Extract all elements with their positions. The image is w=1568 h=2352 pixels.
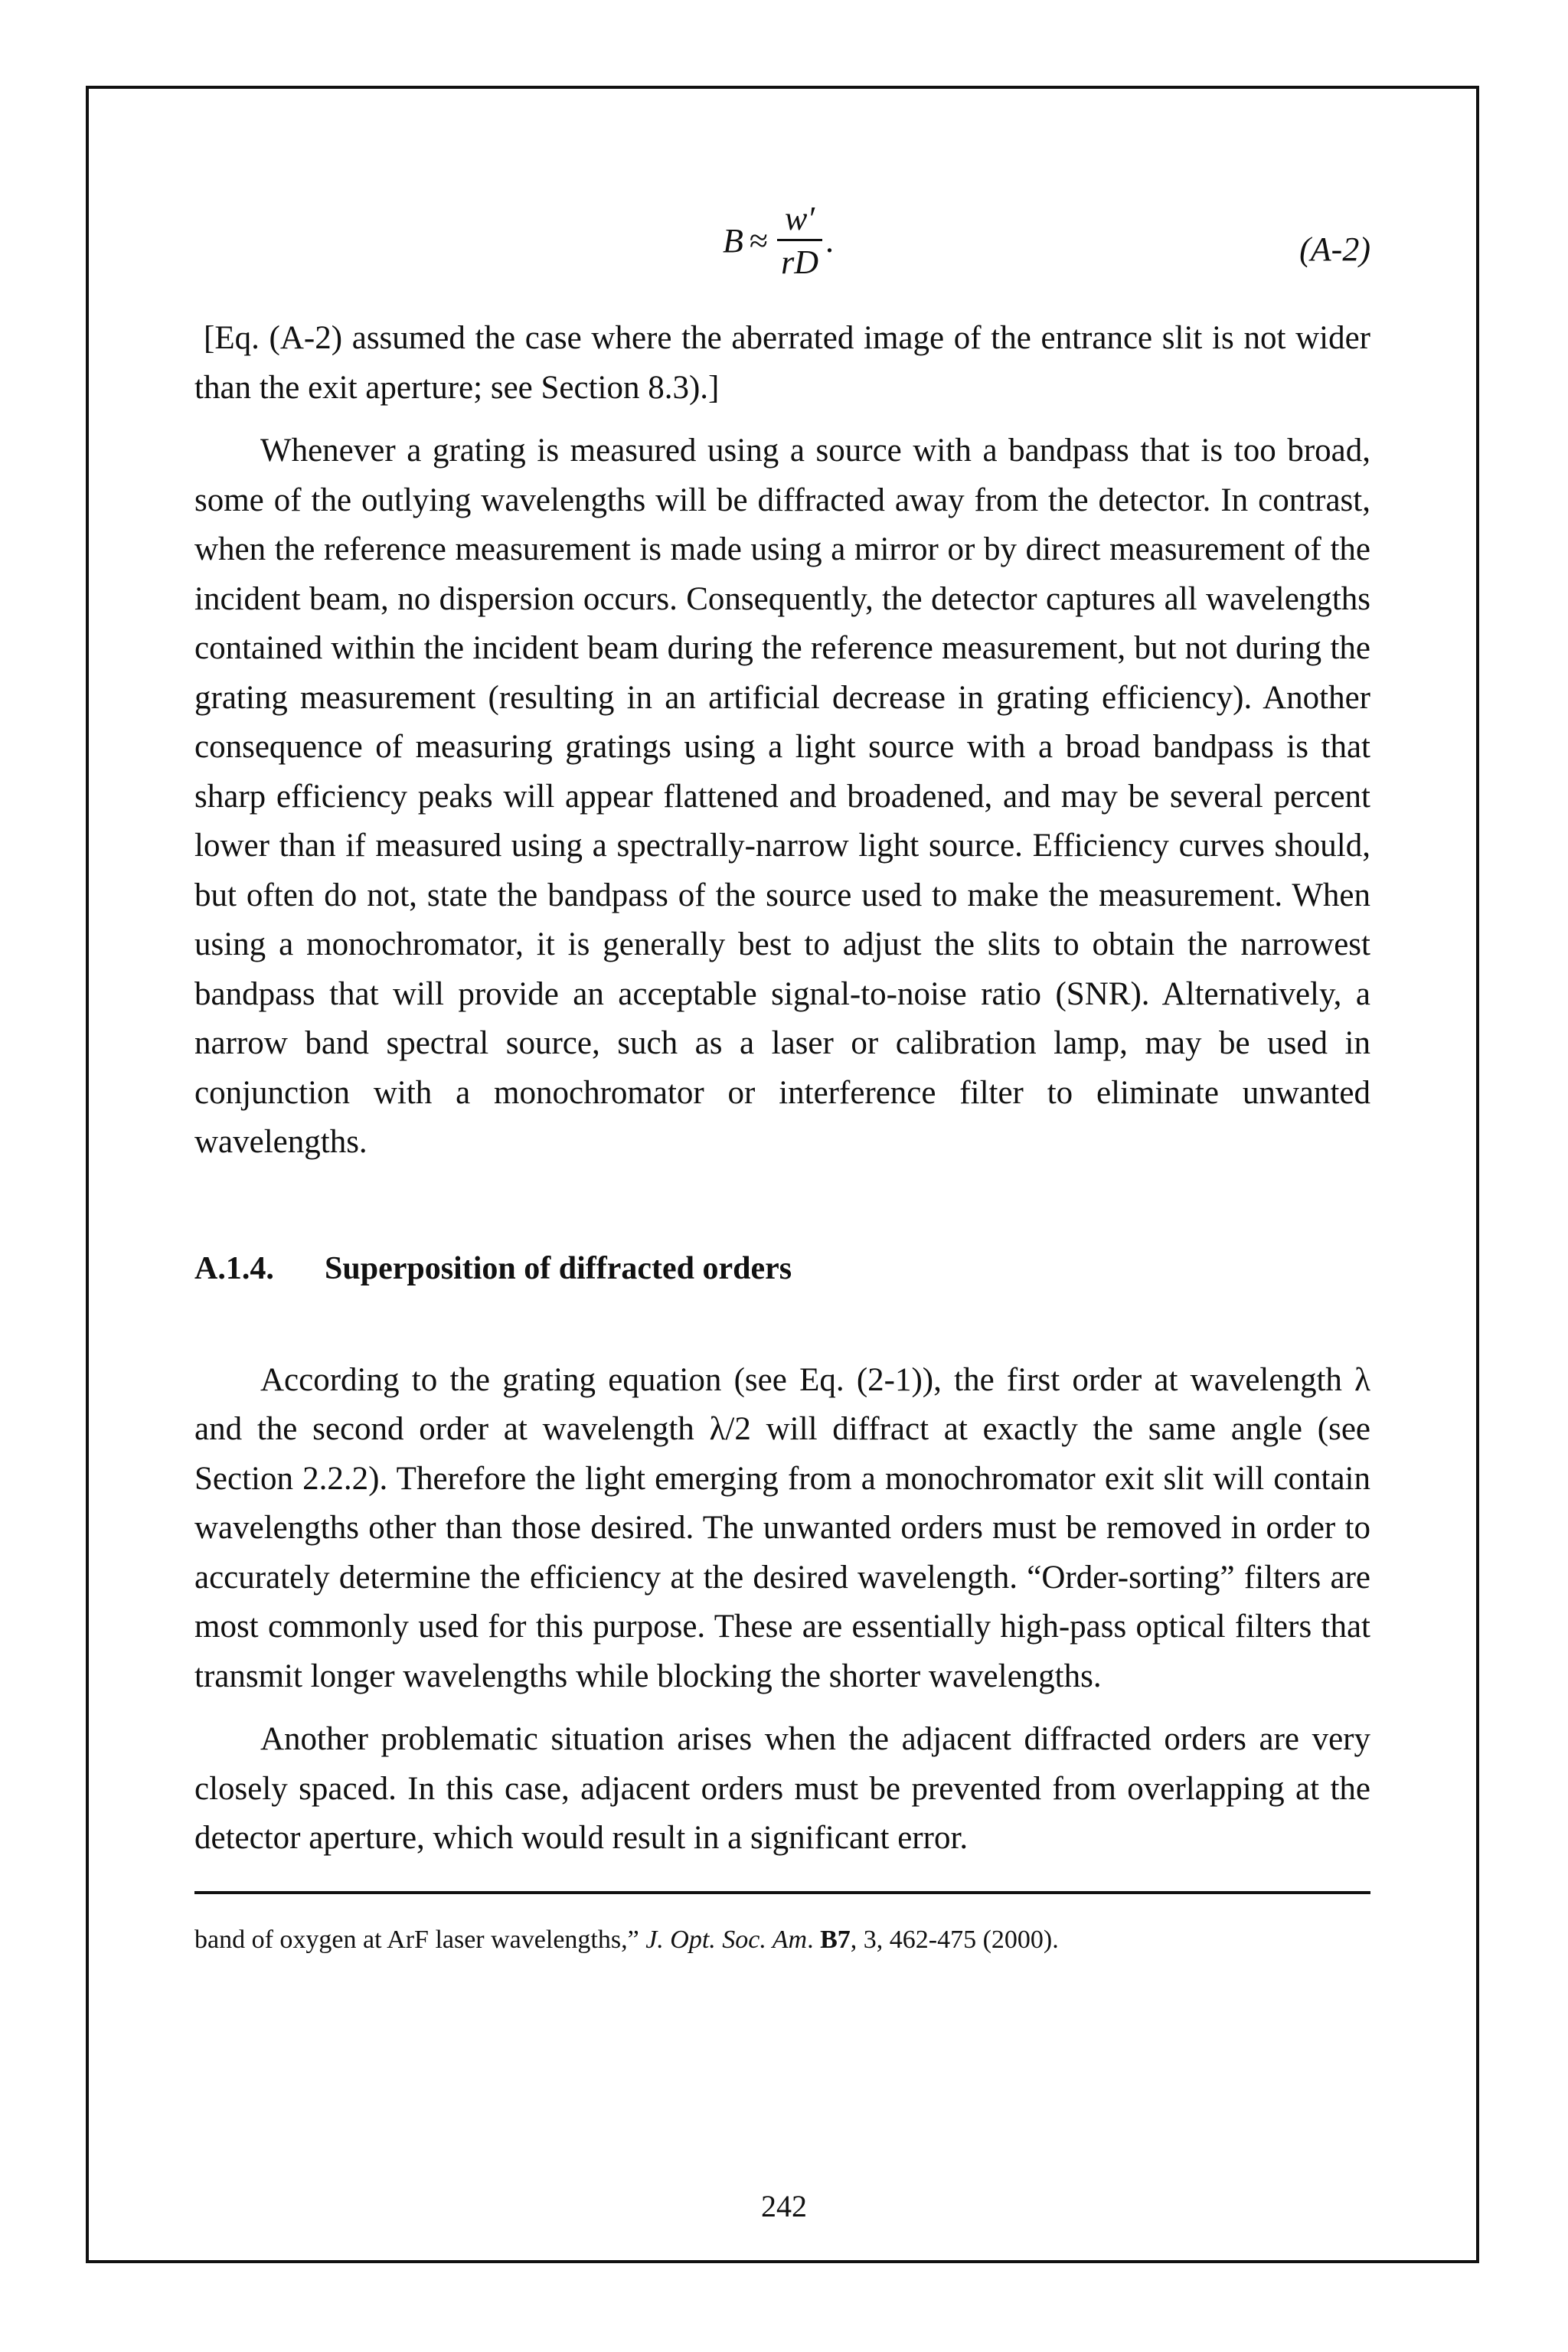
equation-fraction [777,202,822,279]
equation-period: . [825,222,835,260]
section-title: Superposition of diffracted orders [325,1250,792,1286]
footnote-separator [194,1891,1370,1894]
page-content [194,184,1370,1958]
lambda-symbol: λ [1354,1361,1370,1398]
footnote [194,1922,1370,1958]
approx-symbol: ≈ [749,222,769,260]
section-number: A.1.4. [194,1250,274,1286]
paragraph-eq-note: [Eq. (A-2) assumed the case where the aberrated image of the entrance slit is not wider than the exit aperture; see Section 8.3).] [194,320,1370,406]
lambda-symbol: λ [709,1411,726,1447]
paragraph-adjacent-orders: Another problematic situation arises when the adjacent diffracted orders are very closely spaced. In this case, adjacent orders must be prevented from overlapping at the detector aperture, which would result in a significant error. [194,1721,1370,1856]
paragraph-grating-equation [194,1356,1370,1702]
footnote-separator-text: . [807,1925,821,1954]
p3-text-2: and the second order at wavelength [194,1411,710,1447]
page-number: 242 [761,2189,807,2223]
footnote-journal: J. Opt. Soc. Am [645,1925,808,1954]
footnote-text: band of oxygen at ArF laser wavelengths,” [194,1925,646,1954]
equation-a-2 [194,184,1370,314]
fraction-denominator: rD [781,243,818,281]
p3-text-3: /2 will diffract at exactly the same angle (see Section 2.2.2). Therefore the light emerging from a monochromator exit slit will contain wavelengths other than those desired. The unwanted orders must be removed in order to accurately determine the efficiency at the desired wavelength. “Order-sorting” filters are most commonly used for this purpose. These are essentially high-pass optical filters that transmit longer wavelengths while blocking the shorter wavelengths. [194,1411,1371,1694]
equation-tag: (A-2) [1299,230,1370,268]
p3-text-1: According to the grating equation (see Eq. (2-1)), the first order at wavelength [260,1361,1355,1398]
footnote-volume: B7 [820,1925,851,1954]
equation-body [723,202,834,279]
paragraph-bandpass: Whenever a grating is measured using a source with a bandpass that is too broad, some of the outlying wavelengths will be diffracted away from the detector. In contrast, when the reference measurement is made using a mirror or by direct measurement of the incident beam, no dispersion occurs. Consequently, the detector captures all wavelengths contained within the incident beam during the reference measurement, but not during the grating measurement (resulting in an artificial decrease in grating efficiency). Another consequence of measuring gratings using a light source with a broad bandpass is that sharp efficiency peaks will appear flattened and broadened, and may be several percent lower than if measured using a spectrally-narrow light source. Efficiency curves should, but often do not, state the bandpass of the source used to make the measurement. When using a monochromator, it is generally best to adjust the slits to obtain the narrowest bandpass that will provide an acceptable signal-to-noise ratio (SNR). Alternatively, a narrow band spectral source, such as a laser or calibration lamp, may be used in conjunction with a monochromator or interference filter to eliminate unwanted wavelengths. [194,433,1370,1160]
section-heading [194,1250,1370,1287]
equation-lhs: B [723,222,743,260]
fraction-numerator: w′ [777,202,822,241]
footnote-rest: , 3, 462-475 (2000). [850,1925,1059,1954]
